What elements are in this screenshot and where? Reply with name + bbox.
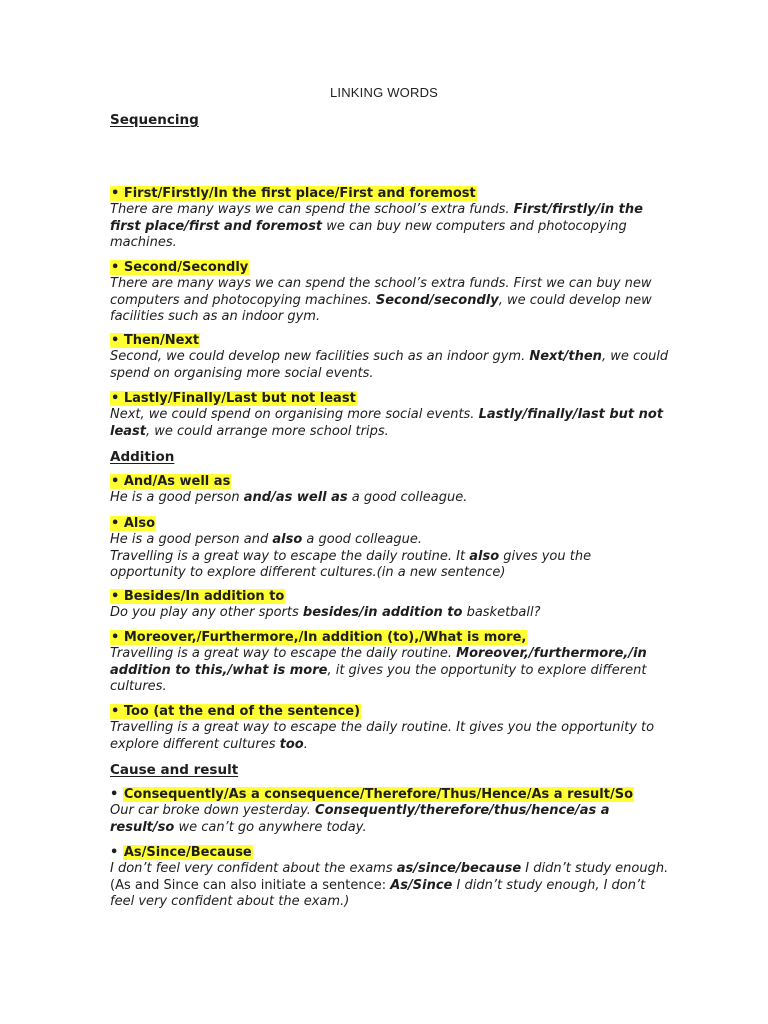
example-segment: we can’t go anywhere today. — [174, 819, 367, 835]
section-heading-cause-result: Cause and result — [110, 762, 239, 778]
list-item — [110, 186, 670, 251]
example-bold-segment: as/since/because — [396, 861, 522, 877]
example-bold-segment: Lastly/finally/last but not least — [110, 407, 664, 439]
example-segment: , we could spend on organising more social events. — [110, 349, 669, 381]
example-segment: basketball? — [462, 605, 541, 621]
example-segment: we can buy new computers and photocopying machines. — [110, 218, 627, 250]
example-text — [110, 646, 670, 695]
example-bold-segment: First/firstly/in the first place/first and foremost — [110, 202, 643, 234]
section-heading-addition: Addition — [110, 449, 175, 465]
list-item — [110, 787, 670, 836]
example-segment: , we could develop new facilities such as an indoor gym. — [110, 292, 652, 324]
list-item — [110, 516, 670, 581]
list-item — [110, 704, 670, 753]
list-item — [110, 391, 670, 440]
section-heading-sequencing: Sequencing — [110, 112, 199, 128]
term-highlight: • Also — [111, 516, 156, 531]
example-segment: He is a good person and — [110, 532, 273, 548]
term-highlight: • Too (at the end of the sentence) — [111, 704, 361, 719]
example-bold-segment: Second/secondly — [375, 292, 499, 308]
example-bold-segment: also — [272, 532, 303, 548]
term-highlight: • And/As well as — [111, 474, 231, 489]
example-segment: Do you play any other sports — [110, 605, 303, 621]
example-segment: gives you the opportunity to explore different cultures.(in a new sentence) — [110, 548, 592, 580]
term-label — [110, 787, 670, 803]
example-text — [110, 276, 670, 325]
example-segment: I didn’t study enough. — [521, 861, 669, 877]
example-text — [110, 407, 670, 440]
example-segment: I didn’t study enough, I don’t feel very confident about the exam.) — [110, 877, 646, 909]
example-bold-segment: and/as well as — [243, 490, 348, 506]
example-segment: There are many ways we can spend the school’s extra funds. — [110, 202, 514, 218]
document-title: LINKING WORDS — [329, 85, 439, 100]
example-text — [110, 202, 670, 251]
term-highlight: • Then/Next — [111, 333, 200, 348]
example-segment: a good colleague. — [347, 490, 468, 506]
example-segment: Second, we could develop new facilities such as an indoor gym. — [110, 349, 530, 365]
example-segment: Travelling is a great way to escape the daily routine. It gives you the opportunity to explore different cultures — [110, 720, 655, 752]
example-text — [110, 349, 670, 382]
example-bold-segment: As/Since — [390, 877, 453, 893]
example-segment: (As and Since can also initiate a sentence: — [110, 877, 391, 893]
example-segment: There are many ways we can spend the school’s extra funds. First we can buy new computers and photocopying machines. — [110, 276, 652, 308]
term-label — [110, 704, 670, 720]
example-segment: I don’t feel very confident about the exams — [110, 861, 397, 877]
term-label — [110, 845, 670, 861]
example-segment: Next, we could spend on organising more social events. — [110, 407, 479, 423]
example-bold-segment: besides/in addition to — [302, 605, 463, 621]
term-label — [110, 474, 670, 490]
example-bold-segment: also — [469, 548, 500, 564]
list-item — [110, 333, 670, 382]
example-segment: , it gives you the opportunity to explore different cultures. — [110, 662, 647, 694]
example-text — [110, 605, 670, 621]
example-text — [110, 532, 670, 581]
example-bold-segment: too — [279, 736, 304, 752]
example-segment: Travelling is a great way to escape the daily routine. It — [110, 548, 470, 564]
term-highlight: Consequently/As a consequence/Therefore/Thus/Hence/As a result/So — [123, 787, 633, 802]
list-item — [110, 630, 670, 695]
term-label — [110, 516, 670, 532]
list-item — [110, 260, 670, 325]
term-highlight: • First/Firstly/In the first place/First and foremost — [111, 186, 476, 201]
example-segment: Travelling is a great way to escape the daily routine. — [110, 646, 457, 662]
example-text — [110, 861, 670, 910]
example-segment: , we could arrange more school trips. — [146, 423, 389, 439]
term-highlight: As/Since/Because — [123, 845, 252, 860]
example-text — [110, 490, 670, 506]
term-highlight: • Moreover,/Furthermore,/In addition (to),/What is more, — [111, 630, 527, 645]
term-label — [110, 333, 670, 349]
term-highlight: • Besides/In addition to — [111, 589, 285, 604]
example-segment: He is a good person — [110, 490, 244, 506]
list-item — [110, 474, 670, 507]
term-highlight: • Second/Secondly — [111, 260, 249, 275]
example-segment: . — [303, 736, 308, 752]
example-text — [110, 720, 670, 753]
term-label — [110, 589, 670, 605]
bullet: • — [110, 787, 123, 802]
term-label — [110, 391, 670, 407]
list-item — [110, 589, 670, 622]
term-highlight: • Lastly/Finally/Last but not least — [111, 391, 356, 406]
example-bold-segment: Moreover,/furthermore,/in addition to this,/what is more — [110, 646, 647, 678]
bullet: • — [110, 845, 123, 860]
example-segment: a good colleague. — [302, 532, 422, 548]
term-label — [110, 186, 670, 202]
example-segment: Our car broke down yesterday. — [110, 803, 316, 819]
example-text — [110, 803, 670, 836]
term-label — [110, 630, 670, 646]
example-bold-segment: Consequently/therefore/thus/hence/as a result/so — [110, 803, 610, 835]
example-bold-segment: Next/then — [529, 349, 602, 365]
term-label — [110, 260, 670, 276]
list-item — [110, 845, 670, 910]
